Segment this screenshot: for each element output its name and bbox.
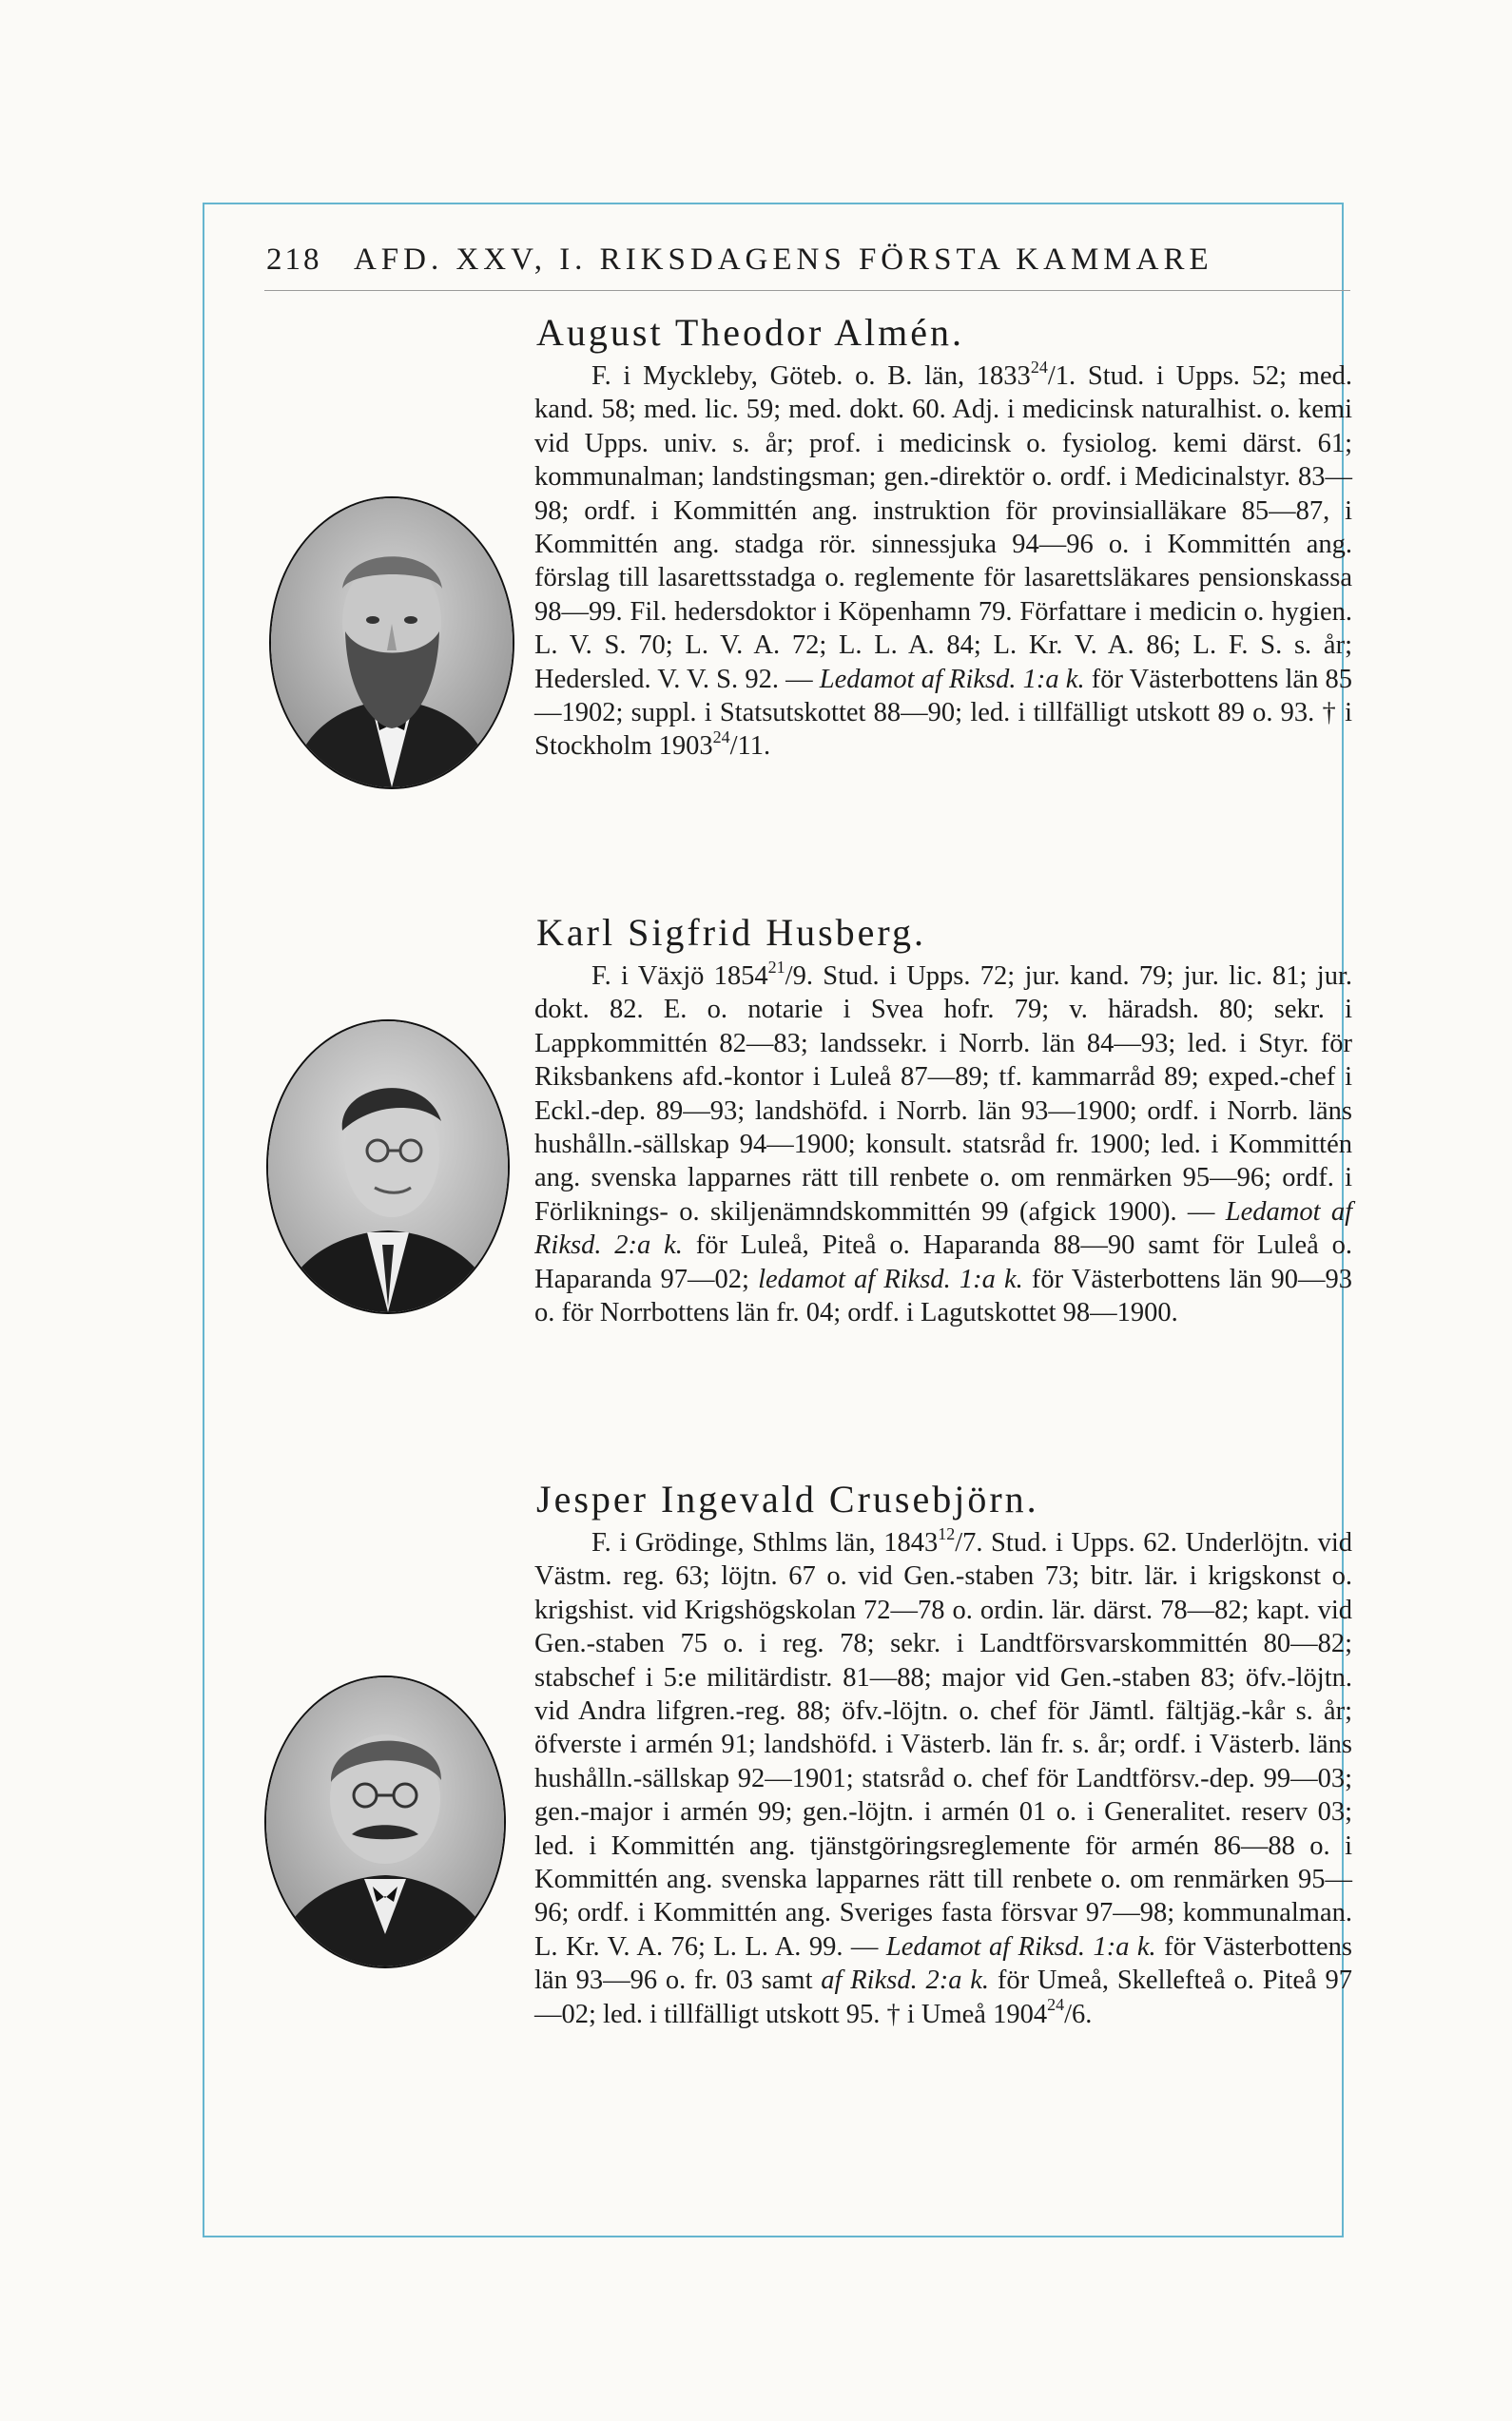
biography-entry-2 bbox=[534, 910, 1352, 1329]
biography-entry-1 bbox=[534, 310, 1352, 764]
person-name: August Theodor Almén. bbox=[536, 311, 965, 354]
text-run: /6. bbox=[1064, 1999, 1093, 2029]
header-rule bbox=[264, 290, 1350, 291]
biography-text bbox=[534, 959, 1352, 1329]
text-run: /9. Stud. i Upps. 72; jur. kand. 79; jur. lic. 81; jur. dokt. 82. E. o. notarie i Svea hofr. 79; v. häradsh. 80; sekr. i Lappkommittén 82—83; landssekr. i Norrb. län 84—93; led. i Styr. för Riksbankens afd.-kontor i Luleå 87—89; tf. kammarråd 89; exped.-chef i Eckl.-dep. 89—93; landshöfd. i Norrb. län 93—1900; ordf. i Norrb. läns hushålln.-sällskap 94—1900; konsult. statsråd fr. 1900; led. i Kommittén ang. svenska lapparnes rätt till renbete o. om renmärken 95—96; ordf. i Förliknings- o. skiljenämndskommittén 99 (afgick 1900). — bbox=[534, 961, 1352, 1227]
biography-entry-3 bbox=[534, 1477, 1352, 2031]
running-title: AFD. XXV, I. RIKSDAGENS FÖRSTA KAMMARE bbox=[353, 242, 1213, 277]
text-run: /11. bbox=[729, 731, 771, 762]
page-number: 218 bbox=[266, 242, 322, 277]
portrait-image-2 bbox=[266, 1019, 510, 1314]
text-run: för Västerbottens län 85—1902; suppl. i Statsutskottet 88—90; led. i tillfälligt utskott 89 o. 93. † i Stockholm 1903 bbox=[534, 664, 1352, 762]
portrait-image-1 bbox=[269, 496, 514, 789]
date-superscript: 12 bbox=[938, 1523, 956, 1543]
text-run: för Västerbottens län 90—93 o. för Norrbottens län fr. 04; ordf. i Lagutskottet 98—1900. bbox=[534, 1264, 1353, 1328]
text-run: F. i Växjö 1854 bbox=[591, 961, 768, 991]
text-run: för Umeå, Skellefteå o. Piteå 97—02; led. i tillfälligt utskott 95. † i Umeå 1904 bbox=[534, 1966, 1352, 2029]
text-run: /7. Stud. i Upps. 62. Underlöjtn. vid Västm. reg. 63; löjtn. 67 o. vid Gen.-staben 73; bitr. lär. i krigskonst o. krigshist. vid Krigshögskolan 72—78 o. ordin. lär. därst. 78—82; kapt. vid Gen.-staben 75 o. i reg. 78; sekr. i Landtförsvarskommittén 80—82; stabschef i 5:e militärdistr. 81—88; major vid Gen.-staben 83; öfv.-löjtn. vid Andra lifgren.-reg. 88; öfv.-löjtn. o. chef för Jämtl. fältjäg.-kår s. år; öfverste i armén 91; landshöfd. i Västerb. län fr. s. år; ordf. i Västerb. läns hushålln.-sällskap 92—1901; statsråd o. chef för Landtförsv.-dep. 99—03; gen.-major i armén 99; gen.-löjtn. i armén 01 o. i Generalitet. reserv 03; led. i Kommittén ang. tjänstgöringsreglemente för armén 86—88 o. i Kommittén ang. svenska lapparnes rätt till renbete o. om renmärken 95—96; ordf. i Kommittén ang. Sveriges fasta försvar 97—98; kommunalman. L. Kr. V. A. 76; L. L. A. 99. — bbox=[534, 1528, 1352, 1962]
text-run: F. i Myckleby, Göteb. o. B. län, 1833 bbox=[591, 361, 1031, 391]
portrait-bearded-man-illustration bbox=[271, 498, 513, 787]
date-superscript: 24 bbox=[712, 726, 730, 746]
person-name: Karl Sigfrid Husberg. bbox=[536, 911, 926, 954]
text-run: för Västerbottens län 93—96 o. fr. 03 samt bbox=[534, 1931, 1352, 1996]
italic-phrase: ledamot af Riksd. 1:a k. bbox=[758, 1264, 1023, 1294]
italic-phrase: Ledamot af Riksd. 2:a k. bbox=[534, 1196, 1353, 1261]
italic-phrase: Ledamot af Riksd. 1:a k. bbox=[819, 664, 1085, 694]
running-head bbox=[266, 242, 1350, 278]
portrait-man-with-moustache-illustration bbox=[266, 1677, 504, 1966]
date-superscript: 24 bbox=[1047, 1995, 1065, 2015]
italic-phrase: Ledamot af Riksd. 1:a k. bbox=[885, 1931, 1156, 1962]
text-run: för Luleå, Piteå o. Haparanda 88—90 samt för Luleå o. Haparanda 97—02; bbox=[534, 1230, 1352, 1294]
portrait-image-3 bbox=[264, 1675, 506, 1968]
biography-text bbox=[534, 1523, 1352, 2031]
italic-phrase: af Riksd. 2:a k. bbox=[821, 1966, 990, 1996]
text-run: /1. Stud. i Upps. 52; med. kand. 58; med. lic. 59; med. dokt. 60. Adj. i medicinsk naturalhist. o. kemi vid Upps. univ. s. år; prof. i medicinsk o. fysiolog. kemi därst. 61; kommunalman; landstingsman; gen.-direktör o. ordf. i Medicinalstyr. 83—98; ordf. i Kommittén ang. instruktion för provinsialläkare 85—87, i Kommittén ang. stadga rör. sinnessjuka 94—96 o. i Kommittén ang. förslag till lasarettsstadga o. reglemente för lasarettsläkares pensionskassa 98—99. Fil. hedersdoktor i Köpenhamn 79. Författare i medicin o. hygien. L. V. S. 70; L. V. A. 72; L. L. A. 84; L. Kr. V. A. 86; L. F. S. s. år; Hedersled. V. V. S. 92. — bbox=[534, 361, 1352, 694]
biography-text bbox=[534, 359, 1352, 764]
date-superscript: 21 bbox=[767, 957, 785, 977]
text-run: F. i Grödinge, Sthlms län, 1843 bbox=[591, 1528, 939, 1558]
person-name: Jesper Ingevald Crusebjörn. bbox=[536, 1478, 1039, 1520]
date-superscript: 24 bbox=[1030, 357, 1048, 377]
portrait-man-with-glasses-illustration bbox=[268, 1021, 508, 1312]
